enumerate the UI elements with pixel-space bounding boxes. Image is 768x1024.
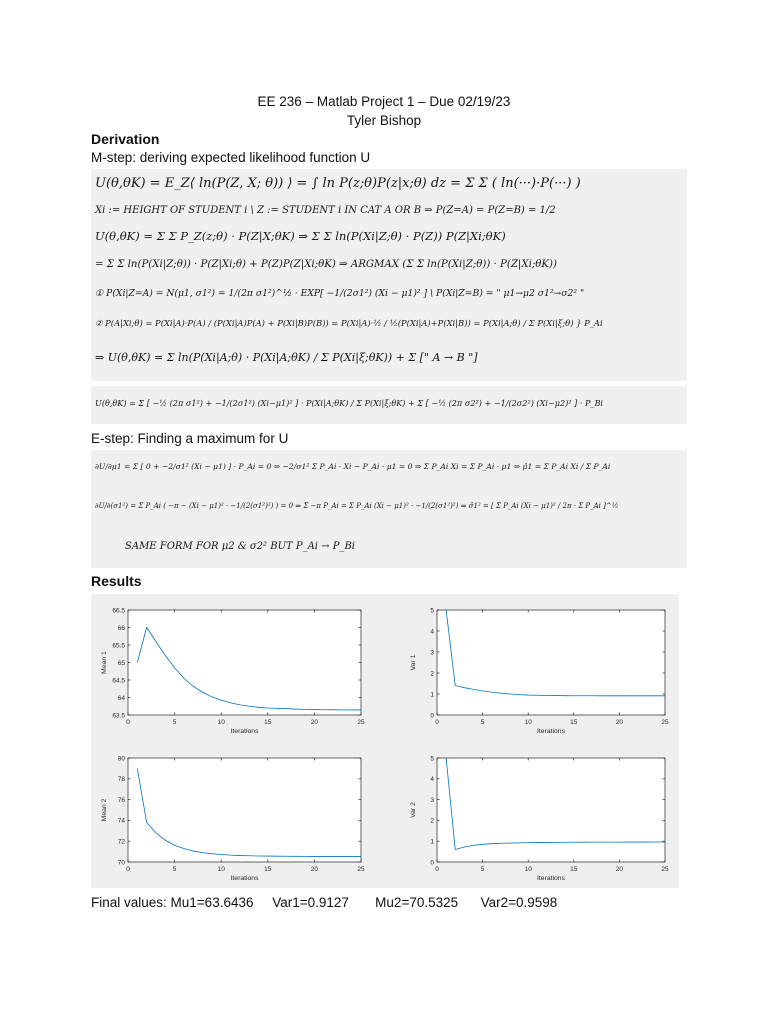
- y-tick-label: 65: [117, 659, 125, 667]
- estep-handwritten-derivation: [91, 450, 687, 568]
- x-tick-label: 10: [217, 719, 225, 726]
- x-tick-label: 15: [264, 719, 272, 726]
- y-axis-label: Var 1: [410, 654, 417, 671]
- x-tick-label: 0: [435, 719, 439, 726]
- y-tick-label: 76: [117, 796, 125, 804]
- chart-3: [101, 755, 365, 882]
- x-tick-label: 25: [357, 719, 365, 726]
- y-tick-label: 66.5: [112, 607, 125, 615]
- x-tick-label: 25: [357, 866, 365, 873]
- mstep-line-6: ② P(A|Xi;θ) = P(Xi|A)·P(A) / (P(Xi|A)P(A) + P(Xi|B)P(B)) = P(Xi|A)·½ / ½(P(Xi|A)+P(Xi|B)) = P(Xi|A;θ) / Σ P(Xi|ξ;θ) } P_Ai: [95, 318, 603, 328]
- chart-4: [410, 755, 669, 882]
- estep-line-3: SAME FORM FOR μ2 & σ2² BUT P_Ai → P_Bi: [125, 541, 355, 552]
- plot-area: [437, 610, 665, 715]
- x-tick-label: 0: [126, 719, 130, 726]
- y-tick-label: 72: [117, 838, 125, 846]
- y-tick-label: 3: [430, 649, 434, 657]
- y-tick-label: 1: [430, 838, 434, 846]
- y-tick-label: 2: [430, 670, 434, 678]
- x-axis-label: Iterations: [230, 875, 259, 882]
- y-tick-label: 5: [430, 755, 434, 763]
- results-charts: [91, 594, 679, 888]
- x-tick-label: 20: [615, 719, 624, 726]
- author-name: Tyler Bishop: [346, 113, 422, 128]
- x-tick-label: 0: [435, 866, 439, 873]
- mstep-line-4: = Σ Σ ln(P(Xi|Z;θ)) · P(Z|Xi;θ) + P(Z)P(Z|Xi;θK) ⇒ ARGMAX (Σ Σ ln(P(Xi|Z;θ)) · P(Z|Xi;θK)): [95, 259, 557, 270]
- chart-2: [410, 607, 669, 735]
- mstep-handwritten-derivation: [91, 169, 687, 381]
- x-tick-label: 10: [524, 719, 532, 726]
- y-axis-label: Var 2: [410, 802, 417, 818]
- y-tick-label: 3: [430, 796, 434, 804]
- x-tick-label: 5: [480, 719, 485, 726]
- x-axis-label: Iterations: [537, 728, 565, 735]
- x-tick-label: 15: [570, 866, 578, 873]
- x-tick-label: 0: [126, 866, 130, 873]
- y-tick-label: 0: [430, 859, 434, 867]
- x-tick-label: 15: [570, 719, 578, 726]
- plot-area: [128, 758, 361, 862]
- mstep-line-2: Xi := HEIGHT OF STUDENT i \ Z := STUDENT i IN CAT A OR B ⇒ P(Z=A) = P(Z=B) = 1/2: [95, 205, 556, 216]
- y-tick-label: 64.5: [112, 677, 125, 685]
- chart-1: [101, 607, 365, 735]
- plot-area: [437, 758, 665, 862]
- mstep-line-1: U(θ,θK) = E_Z⟨ ln(P(Z, X; θ)) ⟩ = ∫ ln P(z;θ)P(z|x;θ) dz = Σ Σ ( ln(···)·P(···) ): [95, 176, 581, 191]
- derivation-heading: Derivation: [91, 131, 160, 147]
- y-tick-label: 66: [117, 624, 125, 632]
- y-tick-label: 65.5: [112, 642, 125, 650]
- final-values: Final values: Mu1=63.6436 Var1=0.9127 Mu2=70.5325 Var2=0.9598: [91, 895, 558, 910]
- results-heading: Results: [91, 573, 142, 589]
- y-tick-label: 4: [430, 628, 434, 636]
- estep-label: E-step: Finding a maximum for U: [91, 431, 289, 446]
- y-tick-label: 64: [117, 694, 125, 702]
- x-tick-label: 5: [172, 866, 177, 873]
- y-tick-label: 1: [430, 691, 434, 699]
- u-function-handwritten: [91, 386, 687, 424]
- x-tick-label: 20: [310, 719, 319, 726]
- y-tick-label: 70: [117, 859, 125, 867]
- x-tick-label: 10: [524, 866, 532, 873]
- y-tick-label: 4: [430, 776, 434, 784]
- mstep-line-3: U(θ,θK) = Σ Σ P_Z(z;θ) · P(Z|X;θK) ⇒ Σ Σ ln(P(Xi|Z;θ) · P(Z)) P(Z|Xi;θK): [95, 229, 506, 243]
- x-tick-label: 20: [615, 866, 624, 873]
- results-figure: [91, 594, 679, 888]
- y-tick-label: 74: [117, 817, 125, 825]
- x-tick-label: 15: [264, 866, 272, 873]
- mstep-line-7: ⇒ U(θ,θK) = Σ ln(P(Xi|A;θ) · P(Xi|A;θK) / Σ P(Xi|ξ;θK)) + Σ [" A → B "]: [95, 351, 478, 364]
- estep-line-1: ∂U/∂μ1 = Σ [ 0 + −2/σ1² (Xi − μ1) ] · P_Ai = 0 ⇒ −2/σ1² Σ P_Ai · Xi − P_Ai · μ1 = 0 ⇒ Σ P_Ai Xi = Σ P_Ai · μ1 ⇒ μ̂1 = Σ P_Ai Xi / Σ P_Ai: [95, 462, 611, 471]
- y-axis-label: Mean 1: [101, 651, 108, 674]
- mstep-line-5: ① P(Xi|Z=A) = N(μ1, σ1²) = 1/(2π σ1²)^½ · EXP[ −1/(2σ1²) (Xi − μ1)² ] \ P(Xi|Z=B) = " μ1→μ2 σ1²→σ2² ": [95, 288, 585, 299]
- x-tick-label: 5: [172, 719, 177, 726]
- y-tick-label: 78: [117, 776, 125, 784]
- u-function-line: U(θ,θK) = Σ [ −½ (2π σ1²) + −1/(2σ1²) (Xi−μ1)² ] · P(Xi|A;θK) / Σ P(Xi|ξ;θK) + Σ [ −½ (2π σ2²) + −1/(2σ2²) (Xi−μ2)² ] · P_Bi: [95, 398, 604, 408]
- x-tick-label: 20: [310, 866, 319, 873]
- mstep-label: M-step: deriving expected likelihood function U: [91, 150, 371, 165]
- y-tick-label: 0: [430, 712, 434, 720]
- x-tick-label: 25: [661, 719, 669, 726]
- x-tick-label: 25: [661, 866, 669, 873]
- plot-area: [128, 610, 361, 715]
- y-axis-label: Mean 2: [101, 798, 108, 822]
- doc-title: EE 236 – Matlab Project 1 – Due 02/19/23: [257, 94, 511, 109]
- x-axis-label: Iterations: [537, 875, 565, 882]
- y-tick-label: 2: [430, 817, 434, 825]
- y-tick-label: 63.5: [112, 712, 125, 720]
- y-tick-label: 5: [430, 607, 434, 615]
- estep-line-2: ∂U/∂(σ1²) = Σ P_Ai ( −π − (Xi − μ1)² · −1/(2(σ1²)²) ) = 0 ⇒ Σ −π P_Ai = Σ P_Ai (Xi − μ1)² · −1/(2(σ1²)²) ⇒ σ̂1² = [ Σ P_Ai (Xi − μ1)² / 2π · Σ P_Ai ]^½: [95, 502, 619, 510]
- x-tick-label: 10: [217, 866, 225, 873]
- x-axis-label: Iterations: [230, 728, 259, 735]
- x-tick-label: 5: [480, 866, 485, 873]
- y-tick-label: 80: [117, 755, 125, 763]
